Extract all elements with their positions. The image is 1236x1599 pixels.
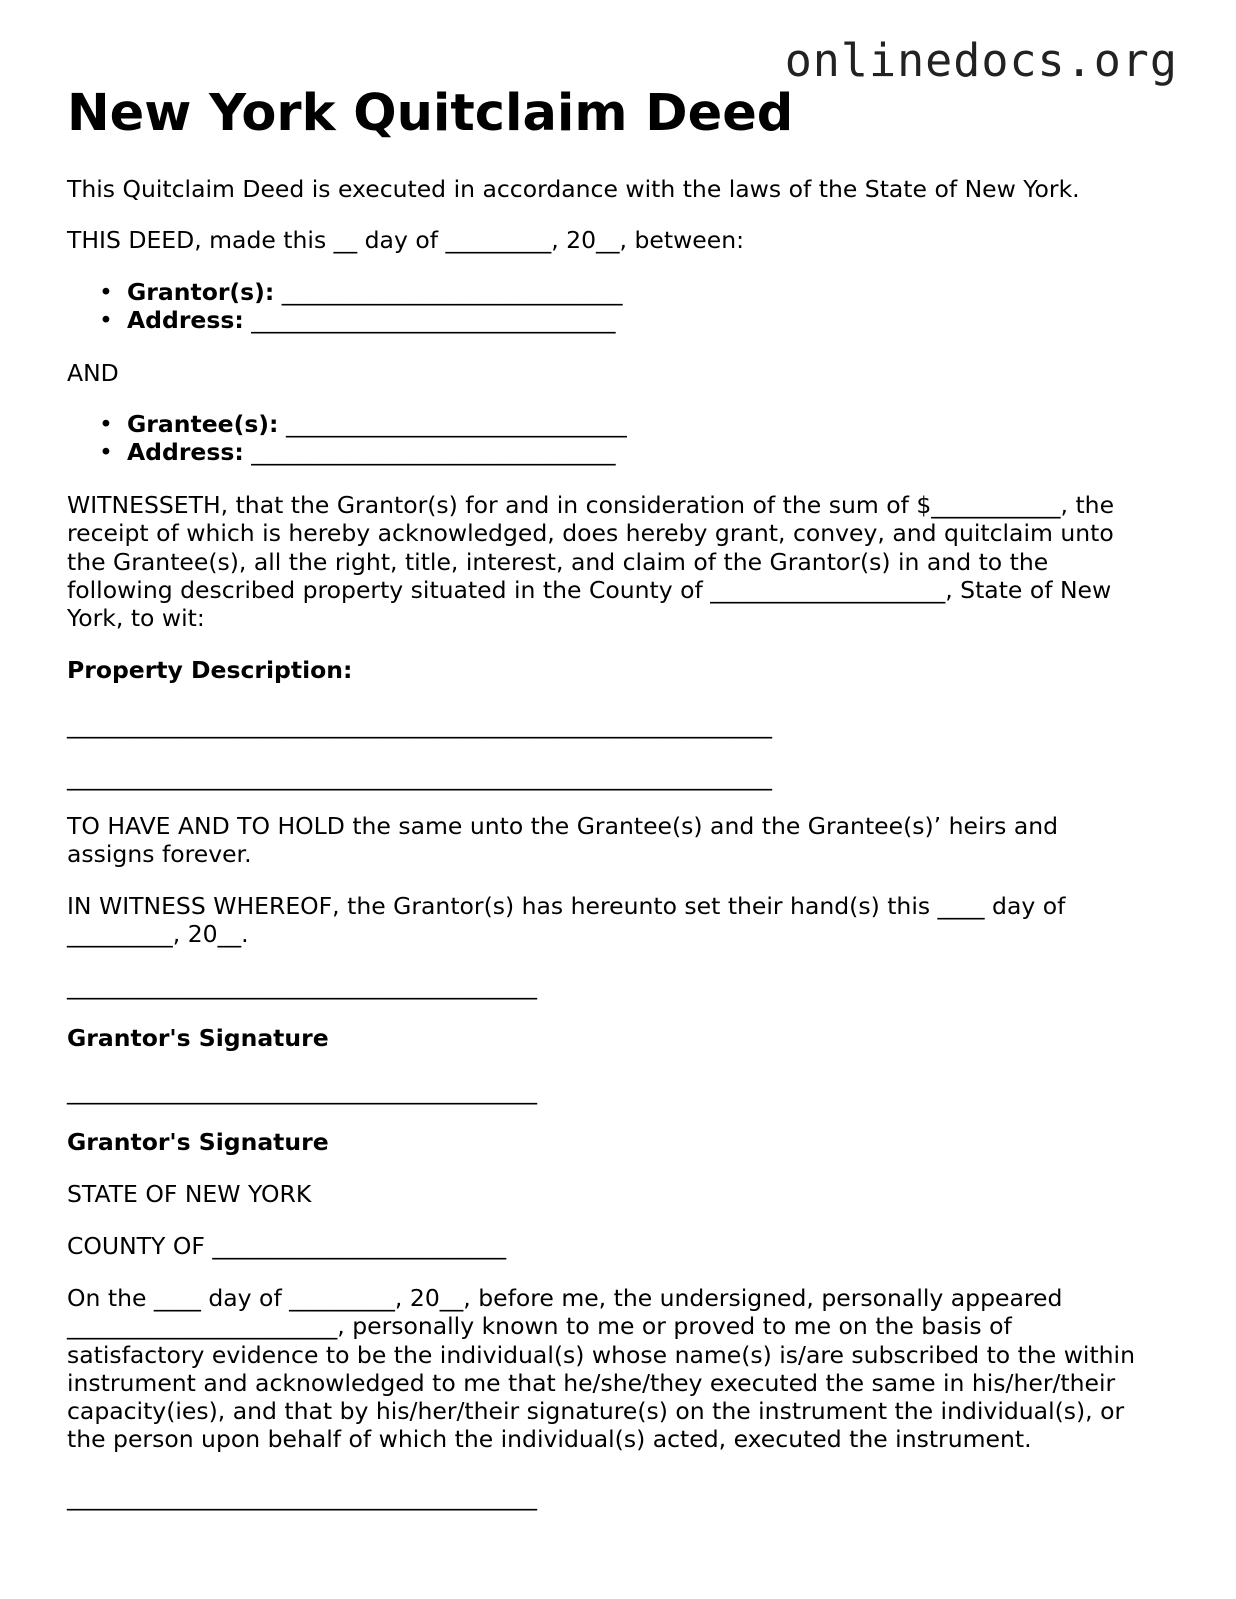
grantor-list (67, 278, 623, 335)
grantee-address-label: Address: (127, 438, 244, 467)
grantee-name-label: Grantee(s): (127, 410, 279, 438)
property-line-1: ____________________________________________________________ (67, 711, 772, 739)
signature-line-2: ________________________________________ (67, 1077, 537, 1105)
habendum-paragraph: TO HAVE AND TO HOLD the same unto the Grantee(s) and the Grantee(s)’ heirs and assigns forever. (67, 812, 1066, 869)
grantor-name-label: Grantor(s): (127, 278, 275, 306)
grantor-address-blank: _______________________________ (251, 306, 616, 335)
grantee-list (67, 410, 627, 467)
grantor-address-item (67, 306, 623, 334)
county-line: COUNTY OF _________________________ (67, 1232, 507, 1260)
notary-signature-line: ________________________________________ (67, 1483, 537, 1511)
grantor-name-blank: _____________________________ (281, 278, 623, 306)
intro-paragraph: This Quitclaim Deed is executed in accordance with the laws of the State of New York. (67, 175, 1080, 203)
grantee-address-item (67, 438, 627, 466)
property-line-2: ____________________________________________________________ (67, 763, 772, 791)
grantee-address-blank: _______________________________ (251, 438, 616, 467)
deed-made-line: THIS DEED, made this __ day of _________, 20__, between: (67, 226, 745, 254)
signature-line-1: ________________________________________ (67, 972, 537, 1000)
and-text: AND (67, 359, 119, 387)
document-title: New York Quitclaim Deed (67, 84, 794, 143)
acknowledgment-paragraph: On the ____ day of _________, 20__, before me, the undersigned, personally appeared _______________________, personally known to me or proved to me on the basis of satisfactory evidence to be the individual(s) whose name(s) is/are subscribed to the within instrument and acknowledged to me that he/she/they executed the same in his/her/their capacity(ies), and that by his/her/their signature(s) on the instrument the individual(s), or the person upon behalf of which the individual(s) acted, executed the instrument. (67, 1284, 1143, 1454)
signature-label-2: Grantor's Signature (67, 1128, 329, 1156)
grantee-name-blank: _____________________________ (285, 410, 627, 438)
state-line: STATE OF NEW YORK (67, 1180, 312, 1208)
grantor-address-label: Address: (127, 306, 244, 335)
signature-label-1: Grantor's Signature (67, 1024, 329, 1052)
watermark: onlinedocs.org (784, 34, 1178, 87)
grantor-name-item (67, 278, 623, 306)
grantee-name-item (67, 410, 627, 438)
property-description-heading: Property Description: (67, 656, 353, 684)
witnesseth-paragraph: WITNESSETH, that the Grantor(s) for and in consideration of the sum of $___________, the receipt of which is hereby acknowledged, does hereby grant, convey, and quitclaim unto the Grantee(s), all the right, title, interest, and claim of the Grantor(s) in and to the following described property situated in the County of ____________________, State of New York, to wit: (67, 491, 1122, 633)
in-witness-paragraph: IN WITNESS WHEREOF, the Grantor(s) has hereunto set their hand(s) this ____ day of _________, 20__. (67, 892, 1073, 949)
